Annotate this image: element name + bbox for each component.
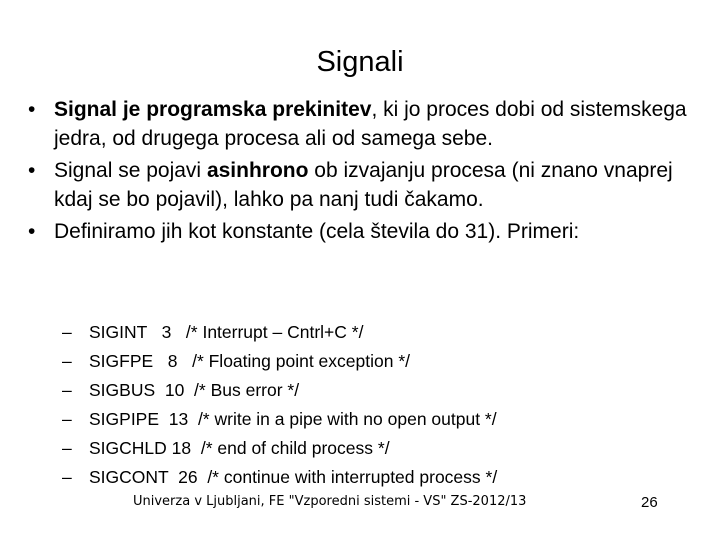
- bullet-list: [28, 95, 708, 249]
- bullet-marker: •: [28, 98, 36, 121]
- bullet-text: Definiramo jih kot konstante (cela števila do 31). Primeri:: [54, 220, 580, 243]
- page-number: 26: [641, 494, 658, 511]
- dash-marker: –: [62, 380, 72, 400]
- bullet-item: [28, 156, 708, 214]
- dash-marker: –: [62, 467, 72, 487]
- signal-example-text: SIGCONT 26 /* continue with interrupted process */: [89, 467, 498, 487]
- signal-example: [62, 434, 497, 463]
- bullet-text: Signal se pojavi: [54, 159, 207, 182]
- bullet-marker: •: [28, 220, 36, 243]
- signal-example: [62, 318, 497, 347]
- signal-example-text: SIGINT 3 /* Interrupt – Cntrl+C */: [89, 322, 364, 342]
- dash-marker: –: [62, 438, 72, 458]
- slide-footer: Univerza v Ljubljani, FE "Vzporedni sistemi - VS" ZS-2012/13: [133, 494, 527, 509]
- signal-example: [62, 405, 497, 434]
- signal-example: [62, 463, 497, 492]
- signal-example: [62, 347, 497, 376]
- dash-marker: –: [62, 351, 72, 371]
- bullet-text: ob izvajanju procesa (ni znano vnaprej kdaj se bo pojavil), lahko pa nanj tudi čakamo.: [54, 159, 673, 211]
- bullet-marker: •: [28, 159, 36, 182]
- signal-example-text: SIGCHLD 18 /* end of child process */: [89, 438, 390, 458]
- bullet-item: [28, 95, 708, 153]
- bullet-item: [28, 217, 708, 246]
- dash-marker: –: [62, 409, 72, 429]
- bullet-bold-text: Signal je programska prekinitev: [54, 98, 372, 121]
- signal-example-list: [62, 318, 497, 492]
- signal-example: [62, 376, 497, 405]
- dash-marker: –: [62, 322, 72, 342]
- bullet-bold-text: asinhrono: [206, 159, 309, 182]
- signal-example-text: SIGBUS 10 /* Bus error */: [89, 380, 300, 400]
- signal-example-text: SIGFPE 8 /* Floating point exception */: [89, 351, 410, 371]
- signal-example-text: SIGPIPE 13 /* write in a pipe with no open output */: [89, 409, 497, 429]
- slide-title: Signali: [316, 46, 404, 78]
- bullet-text: , ki jo proces dobi od sistemskega jedra, od drugega procesa ali od samega sebe.: [54, 98, 687, 150]
